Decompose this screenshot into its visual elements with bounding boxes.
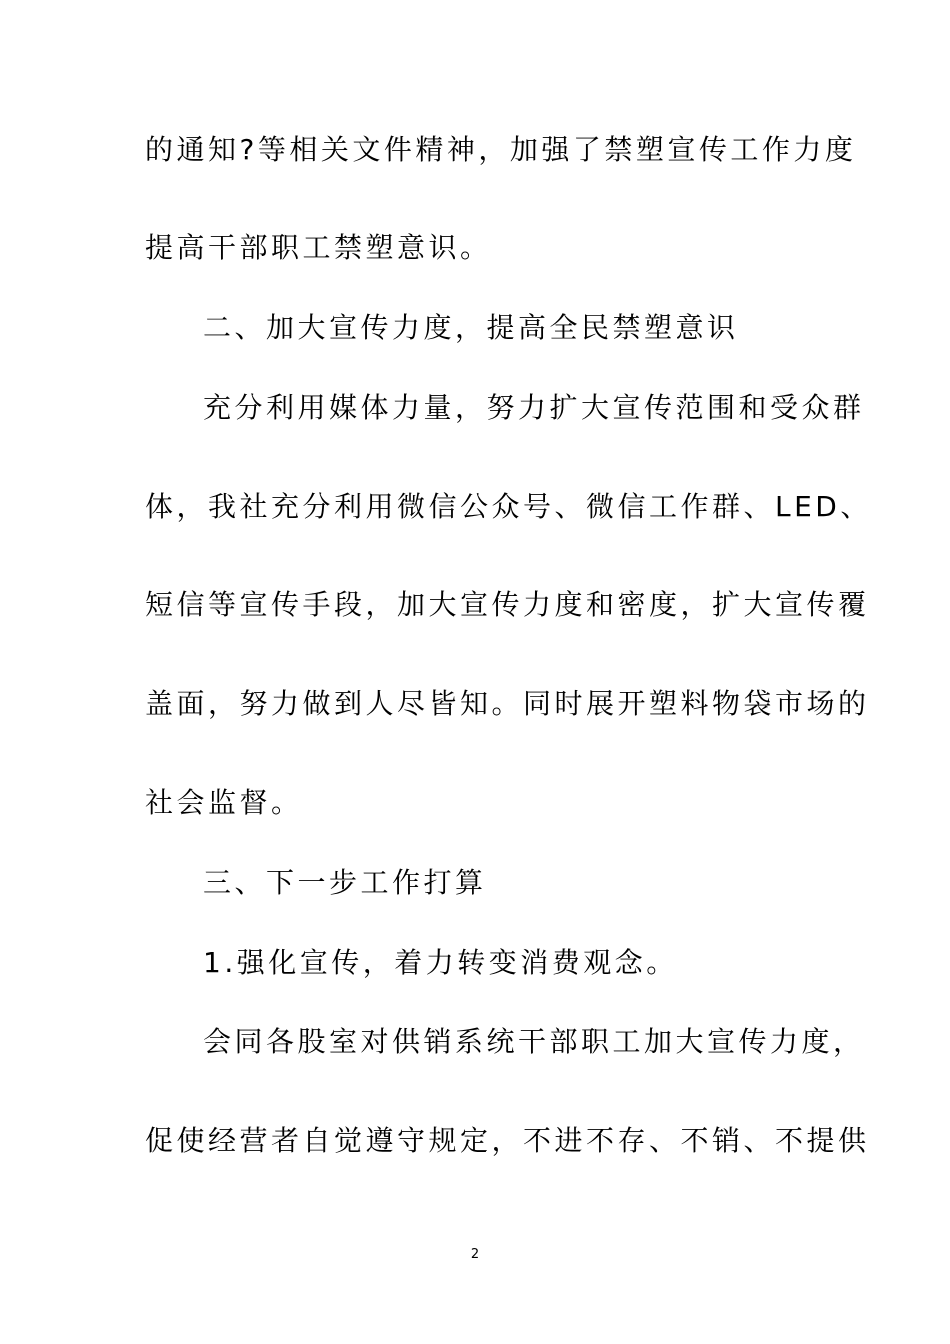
text-line: 体，我社充分利用微信公众号、微信工作群、LED、 — [145, 490, 872, 523]
text-line: 提高干部职工禁塑意识。 — [145, 231, 492, 264]
subsection-heading: 1.强化宣传，着力转变消费观念。 — [203, 946, 678, 979]
text-line: 充分利用媒体力量，努力扩大宣传范围和受众群 — [203, 391, 865, 424]
text-line: 会同各股室对供销系统干部职工加大宣传力度， — [203, 1025, 865, 1058]
text-line: 盖面，努力做到人尽皆知。同时展开塑料物袋市场的 — [145, 687, 870, 720]
text-line: 的通知?等相关文件精神，加强了禁塑宣传工作力度 — [145, 133, 857, 166]
page-number: 2 — [470, 1247, 480, 1262]
text-line: 短信等宣传手段，加大宣传力度和密度，扩大宣传覆 — [145, 588, 870, 621]
text-line: 促使经营者自觉遵守规定，不进不存、不销、不提供 — [145, 1124, 870, 1157]
text-line: 社会监督。 — [145, 786, 303, 819]
section-heading: 三、下一步工作打算 — [203, 866, 487, 899]
section-heading: 二、加大宣传力度，提高全民禁塑意识 — [203, 311, 739, 344]
